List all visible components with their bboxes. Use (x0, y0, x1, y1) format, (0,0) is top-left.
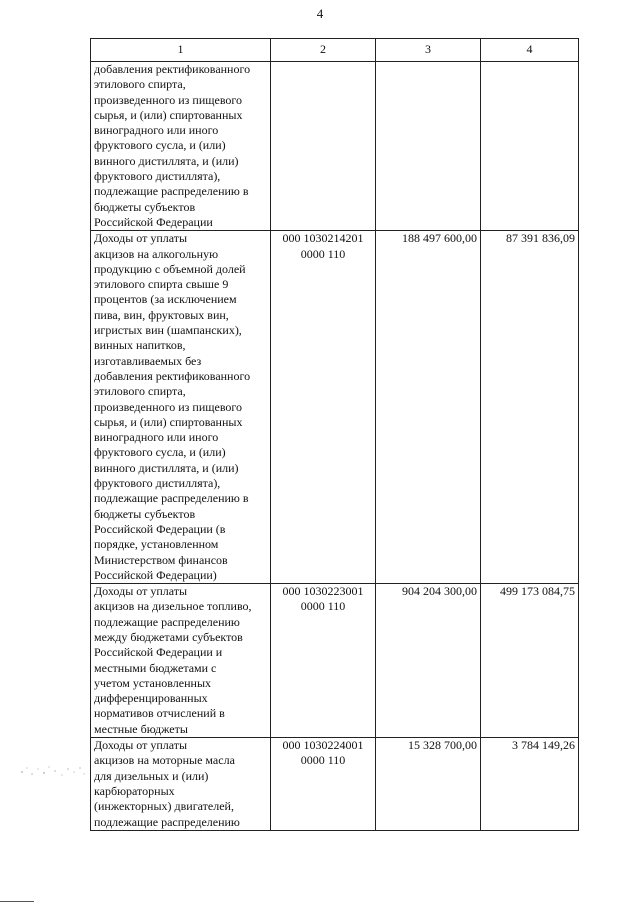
table-row (91, 738, 579, 831)
budget-code-cell: 000 1030223001 0000 110 (271, 584, 376, 738)
table-header-row (91, 39, 579, 62)
budget-code-cell: 000 1030214201 0000 110 (271, 231, 376, 584)
actual-amount-cell: 87 391 836,09 (481, 231, 579, 584)
income-name-cell: Доходы от уплаты акцизов на алкогольную продукцию с объемной долей этилового спирта свыше 9 процентов (за исключением пива, вин, фруктовых вин, игристых вин (шампанских), винных напитков, изготавливаемых без добавления ректификованного этилового спирта, произведенного из пищевого сырья, и (или) спиртованных виноградного или иного фруктового сусла, и (или) винного дистиллята, и (или) фруктового дистиллята), подлежащие распределению в бюджеты субъектов Российской Федерации (в порядке, установленном Министерством финансов Российской Федерации) (91, 231, 271, 584)
plan-amount-cell: 15 328 700,00 (376, 738, 481, 831)
scan-edge-line (0, 901, 34, 902)
income-name-cell: добавления ректификованного этилового спирта, произведенного из пищевого сырья, и (или) спиртованных виноградного или иного фруктового сусла, и (или) винного дистиллята, и (или) фруктового дистиллята), подлежащие распределению в бюджеты субъектов Российской Федерации (91, 62, 271, 231)
actual-amount-cell: 499 173 084,75 (481, 584, 579, 738)
column-header-3: 3 (376, 39, 481, 62)
column-header-1: 1 (91, 39, 271, 62)
column-header-2: 2 (271, 39, 376, 62)
table-row (91, 231, 579, 584)
plan-amount-cell: 904 204 300,00 (376, 584, 481, 738)
table-row (91, 62, 579, 231)
actual-amount-cell: 3 784 149,26 (481, 738, 579, 831)
column-header-4: 4 (481, 39, 579, 62)
budget-code-cell: 000 1030224001 0000 110 (271, 738, 376, 831)
plan-amount-cell (376, 62, 481, 231)
revenue-table (90, 38, 579, 831)
page-number: 4 (316, 6, 324, 21)
scan-noise-specks (18, 750, 88, 790)
plan-amount-cell: 188 497 600,00 (376, 231, 481, 584)
budget-code-cell (271, 62, 376, 231)
income-name-cell: Доходы от уплаты акцизов на моторные масла для дизельных и (или) карбюраторных (инжекторных) двигателей, подлежащие распределению (91, 738, 271, 831)
table-row (91, 584, 579, 738)
actual-amount-cell (481, 62, 579, 231)
income-name-cell: Доходы от уплаты акцизов на дизельное топливо, подлежащие распределению между бюджетами субъектов Российской Федерации и местными бюджетами с учетом установленных дифференцированных нормативов отчислений в местные бюджеты (91, 584, 271, 738)
